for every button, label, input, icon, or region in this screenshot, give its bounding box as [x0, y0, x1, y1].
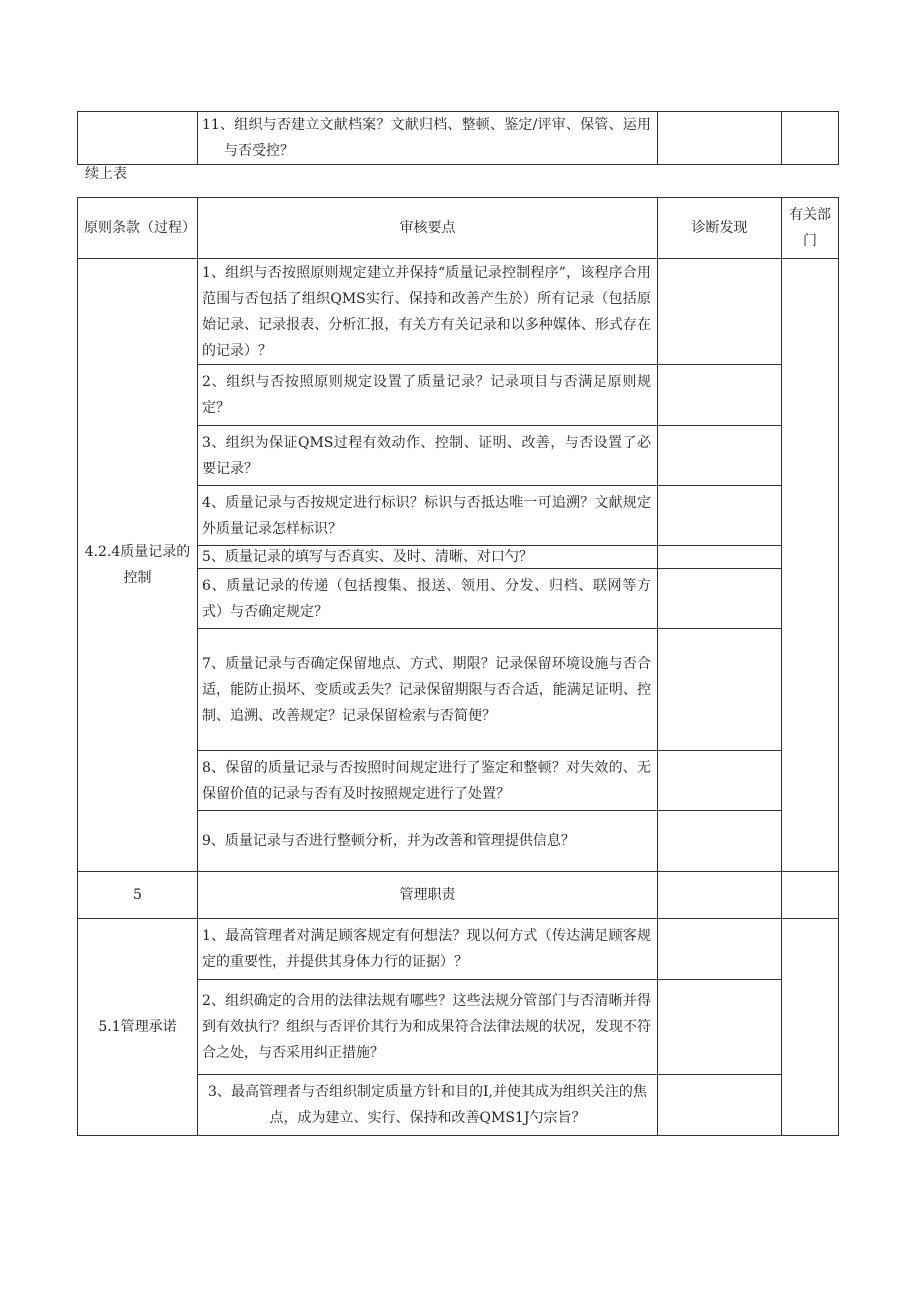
clause-cell: 5: [78, 872, 198, 919]
header-clause: 原则条款（过程）: [78, 198, 198, 259]
header-findings: 诊断发现: [658, 198, 782, 259]
findings-cell: [658, 919, 782, 980]
section-row: [78, 872, 839, 919]
question-cell: 11、组织与否建立文献档案？文献归档、整顿、鉴定/评审、保管、运用与否受控？: [198, 112, 658, 165]
findings-cell: [658, 629, 782, 751]
findings-cell: [658, 751, 782, 811]
question-cell: 1、组织与否按照原则规定建立并保持“质量记录控制程序”，该程序合用范围与否包括了组织QMS实行、保持和改善产生於）所有记录（包括原始记录、记录报表、分析汇报，有关方有关记录和以多种媒体、形式存在的记录）？: [198, 259, 658, 365]
question-cell: 4、质量记录与否按规定进行标识？标识与否抵达唯一可追溯？文献规定外质量记录怎样标识？: [198, 486, 658, 546]
findings-cell: [658, 259, 782, 365]
question-cell: 2、组织与否按照原则规定设置了质量记录？记录项目与否满足原则规定？: [198, 365, 658, 426]
dept-cell: [782, 259, 839, 872]
question-cell: 7、质量记录与否确定保留地点、方式、期限？记录保留环境设施与否合适，能防止损坏、变质或丢失？记录保留期限与否合适，能满足证明、控制、追溯、改善规定？记录保留检索与否简便？: [198, 629, 658, 751]
question-cell: 3、组织为保证QMS过程有效动作、控制、证明、改善，与否设置了必要记录？: [198, 426, 658, 486]
findings-cell: [658, 569, 782, 629]
question-cell: 5、质量记录的填写与否真实、及时、清晰、对口勺？: [198, 546, 658, 569]
findings-cell: [658, 811, 782, 872]
header-points: 审核要点: [198, 198, 658, 259]
question-cell: 3、最高管理者与否组织制定质量方针和目的I,并使其成为组织关注的焦点，成为建立、实行、保持和改善QMS1J勺宗旨？: [198, 1075, 658, 1136]
header-dept: 有关部门: [782, 198, 839, 259]
header-row: [78, 198, 839, 259]
audit-table: [77, 197, 839, 1136]
findings-cell: [658, 872, 782, 919]
dept-cell: [782, 919, 839, 1136]
findings-cell: [658, 112, 782, 165]
table-row: [78, 112, 839, 165]
question-cell: 6、质量记录的传递（包括搜集、报送、领用、分发、归档、联网等方式）与否确定规定？: [198, 569, 658, 629]
findings-cell: [658, 546, 782, 569]
clause-cell: [78, 112, 198, 165]
findings-cell: [658, 486, 782, 546]
question-cell: 2、组织确定的合用的法律法规有哪些？这些法规分管部门与否清晰并得到有效执行？组织与否评价其行为和成果符合法律法规的状况，发现不符合之处，与否采用纠正措施？: [198, 980, 658, 1075]
continued-label: 续上表: [85, 166, 127, 182]
findings-cell: [658, 1075, 782, 1136]
dept-cell: [782, 112, 839, 165]
clause-cell: 5.1管理承诺: [78, 919, 198, 1136]
clause-cell: 4.2.4质量记录的控制: [78, 259, 198, 872]
question-cell: 8、保留的质量记录与否按照时间规定进行了鉴定和整顿？对失效的、无保留价值的记录与否有及时按照规定进行了处置？: [198, 751, 658, 811]
top-table: [77, 111, 839, 165]
table-row: [78, 259, 839, 365]
findings-cell: [658, 980, 782, 1075]
dept-cell: [782, 872, 839, 919]
findings-cell: [658, 365, 782, 426]
section-title: 管理职责: [198, 872, 658, 919]
findings-cell: [658, 426, 782, 486]
question-cell: 9、质量记录与否进行整顿分析，并为改善和管理提供信息？: [198, 811, 658, 872]
question-cell: 1、最高管理者对满足顾客规定有何想法？现以何方式（传达满足顾客规定的重要性，并提供其身体力行的证据）？: [198, 919, 658, 980]
table-row: [78, 919, 839, 980]
